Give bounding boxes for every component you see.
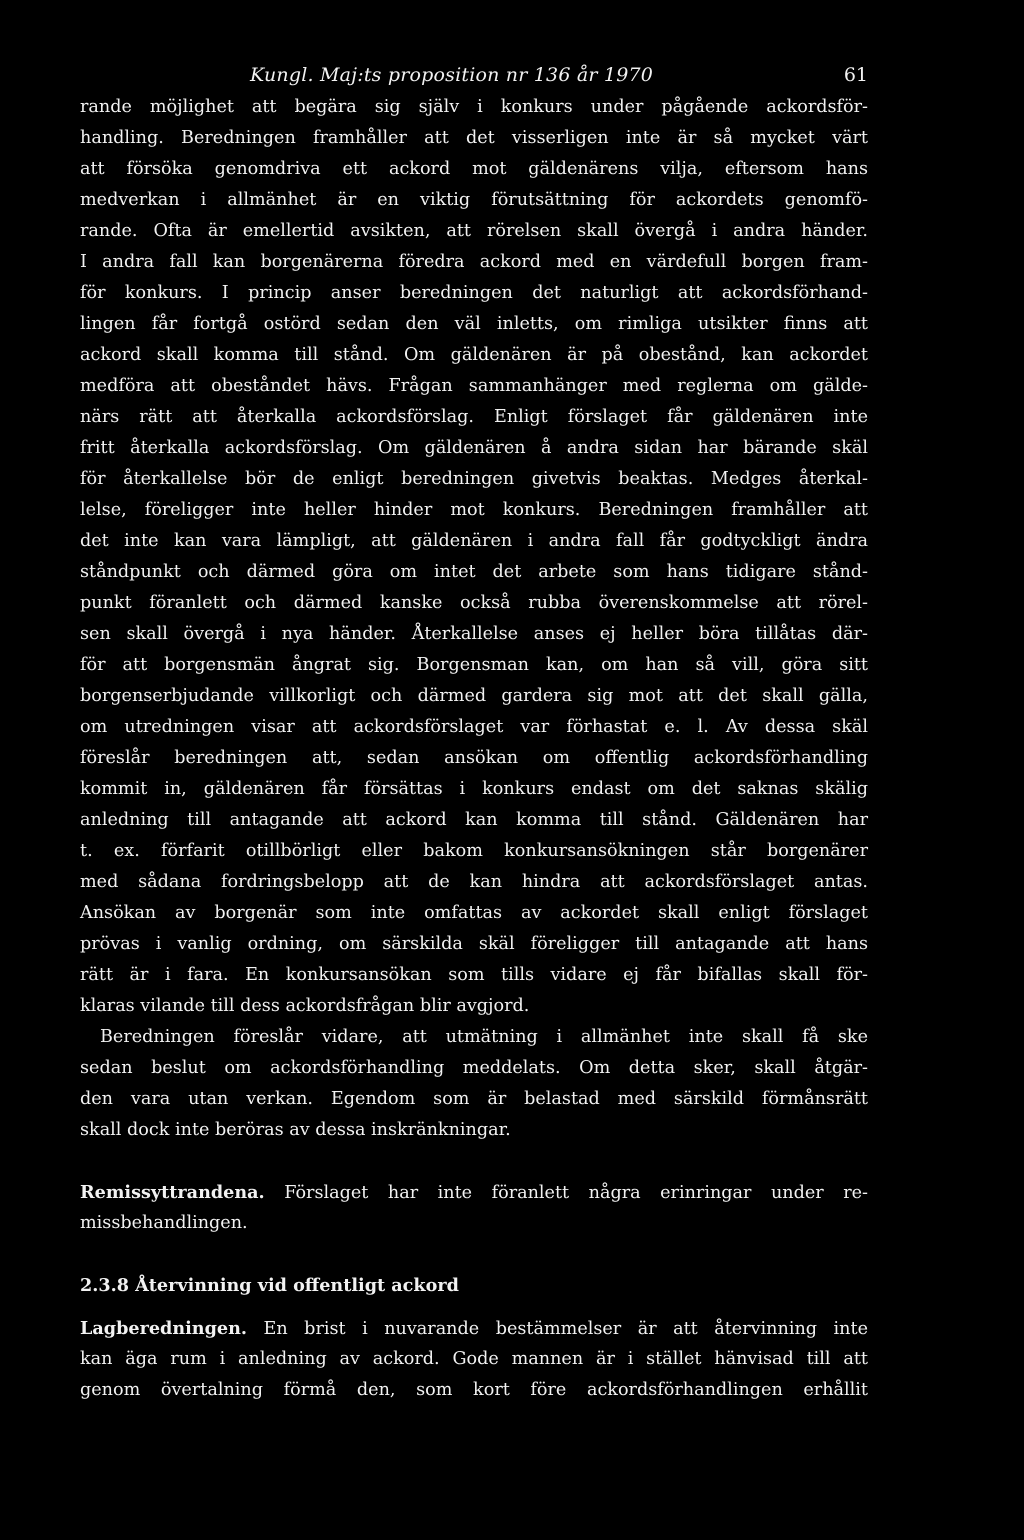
text-line: att försöka genomdriva ett ackord mot gäldenärens vilja, eftersom hans	[80, 159, 868, 179]
spacer	[80, 1146, 868, 1177]
text-line: missbehandlingen.	[80, 1213, 248, 1233]
text-line: den vara utan verkan. Egendom som är belastad med särskild förmånsrätt	[80, 1089, 868, 1109]
text-line: sen skall övergå i nya händer. Återkallelse anses ej heller böra tillåtas där-	[80, 624, 868, 644]
text-line: ståndpunkt och därmed göra om intet det arbete som hans tidigare stånd-	[80, 562, 868, 582]
running-title: Kungl. Maj:ts proposition nr 136 år 1970	[250, 64, 654, 86]
text-line: lelse, föreligger inte heller hinder mot konkurs. Beredningen framhåller att	[80, 500, 868, 520]
text-line: rätt är i fara. En konkursansökan som tills vidare ej får bifallas skall för-	[80, 965, 868, 985]
text-line: föreslår beredningen att, sedan ansökan om offentlig ackordsförhandling	[80, 748, 868, 768]
paragraph-lead: Remissyttrandena.	[80, 1182, 265, 1203]
text-line: I andra fall kan borgenärerna föredra ackord med en värdefull borgen fram-	[80, 252, 868, 272]
paragraph-lagberedningen	[80, 1313, 868, 1406]
text-line: medverkan i allmänhet är en viktig förutsättning för ackordets genomfö-	[80, 190, 868, 210]
text-line: rande möjlighet att begära sig själv i konkurs under pågående ackordsför-	[80, 97, 868, 117]
text-line: rande. Ofta är emellertid avsikten, att rörelsen skall övergå i andra händer.	[80, 221, 868, 241]
text-line: medföra att obeståndet hävs. Frågan sammanhänger med reglerna om gälde-	[80, 376, 868, 396]
paragraph-lead: Lagberedningen.	[80, 1318, 248, 1339]
section-heading: 2.3.8 Återvinning vid offentligt ackord	[80, 1275, 459, 1296]
document-page	[80, 56, 868, 1406]
text-line: prövas i vanlig ordning, om särskilda skäl föreligger till antagande att hans	[80, 934, 868, 954]
page-number: 61	[843, 64, 868, 86]
text-line: lingen får fortgå ostörd sedan den väl inletts, om rimliga utsikter finns att	[80, 314, 868, 334]
text-line: t. ex. förfarit otillbörligt eller bakom konkursansökningen står borgenärer	[80, 841, 868, 861]
text-line: för konkurs. I princip anser beredningen det naturligt att ackordsförhand-	[80, 283, 868, 303]
text-run: En brist i nuvarande bestämmelser är att återvinning inte	[247, 1319, 868, 1339]
text-line: om utredningen visar att ackordsförslaget var förhastat e. l. Av dessa skäl	[80, 717, 868, 737]
text-line: sedan beslut om ackordsförhandling meddelats. Om detta sker, skall åtgär-	[80, 1058, 868, 1078]
text-line: borgenserbjudande villkorligt och därmed gardera sig mot att det skall gälla,	[80, 686, 868, 706]
text-line: för återkallelse bör de enligt beredningen givetvis beaktas. Medges återkal-	[80, 469, 868, 489]
text-line	[80, 1313, 868, 1344]
text-line: genom övertalning förmå den, som kort före ackordsförhandlingen erhållit	[80, 1380, 868, 1400]
text-line: med sådana fordringsbelopp att de kan hindra att ackordsförslaget antas.	[80, 872, 868, 892]
spacer	[80, 1239, 868, 1270]
text-line: klaras vilande till dess ackordsfrågan blir avgjord.	[80, 996, 530, 1016]
page-header	[80, 56, 868, 92]
text-line: kommit in, gäldenären får försättas i konkurs endast om det saknas skälig	[80, 779, 868, 799]
text-line: ackord skall komma till stånd. Om gäldenären är på obestånd, kan ackordet	[80, 345, 868, 365]
text-line: Ansökan av borgenär som inte omfattas av ackordet skall enligt förslaget	[80, 903, 868, 923]
text-line: fritt återkalla ackordsförslag. Om gäldenären å andra sidan har bärande skäl	[80, 438, 868, 458]
text-line	[80, 1177, 868, 1208]
text-line: Beredningen föreslår vidare, att utmätning i allmänhet inte skall få ske	[100, 1027, 868, 1047]
text-line: anledning till antagande att ackord kan komma till stånd. Gäldenären har	[80, 810, 868, 830]
text-line: närs rätt att återkalla ackordsförslag. Enligt förslaget får gäldenären inte	[80, 407, 868, 427]
text-line: för att borgensmän ångrat sig. Borgensman kan, om han så vill, göra sitt	[80, 655, 868, 675]
text-run: Förslaget har inte föranlett några erinringar under re-	[264, 1183, 868, 1203]
paragraph-akordsforhandling	[80, 92, 868, 1022]
spacer	[80, 1301, 868, 1313]
paragraph-utmatning	[80, 1022, 868, 1146]
text-line: punkt föranlett och därmed kanske också rubba överenskommelse att rörel-	[80, 593, 868, 613]
text-line: handling. Beredningen framhåller att det visserligen inte är så mycket värt	[80, 128, 868, 148]
text-line: det inte kan vara lämpligt, att gäldenären i andra fall får godtyckligt ändra	[80, 531, 868, 551]
paragraph-remissyttrandena	[80, 1177, 868, 1239]
text-line: kan äga rum i anledning av ackord. Gode mannen är i stället hänvisad till att	[80, 1349, 868, 1369]
text-line: skall dock inte beröras av dessa inskränkningar.	[80, 1120, 511, 1140]
